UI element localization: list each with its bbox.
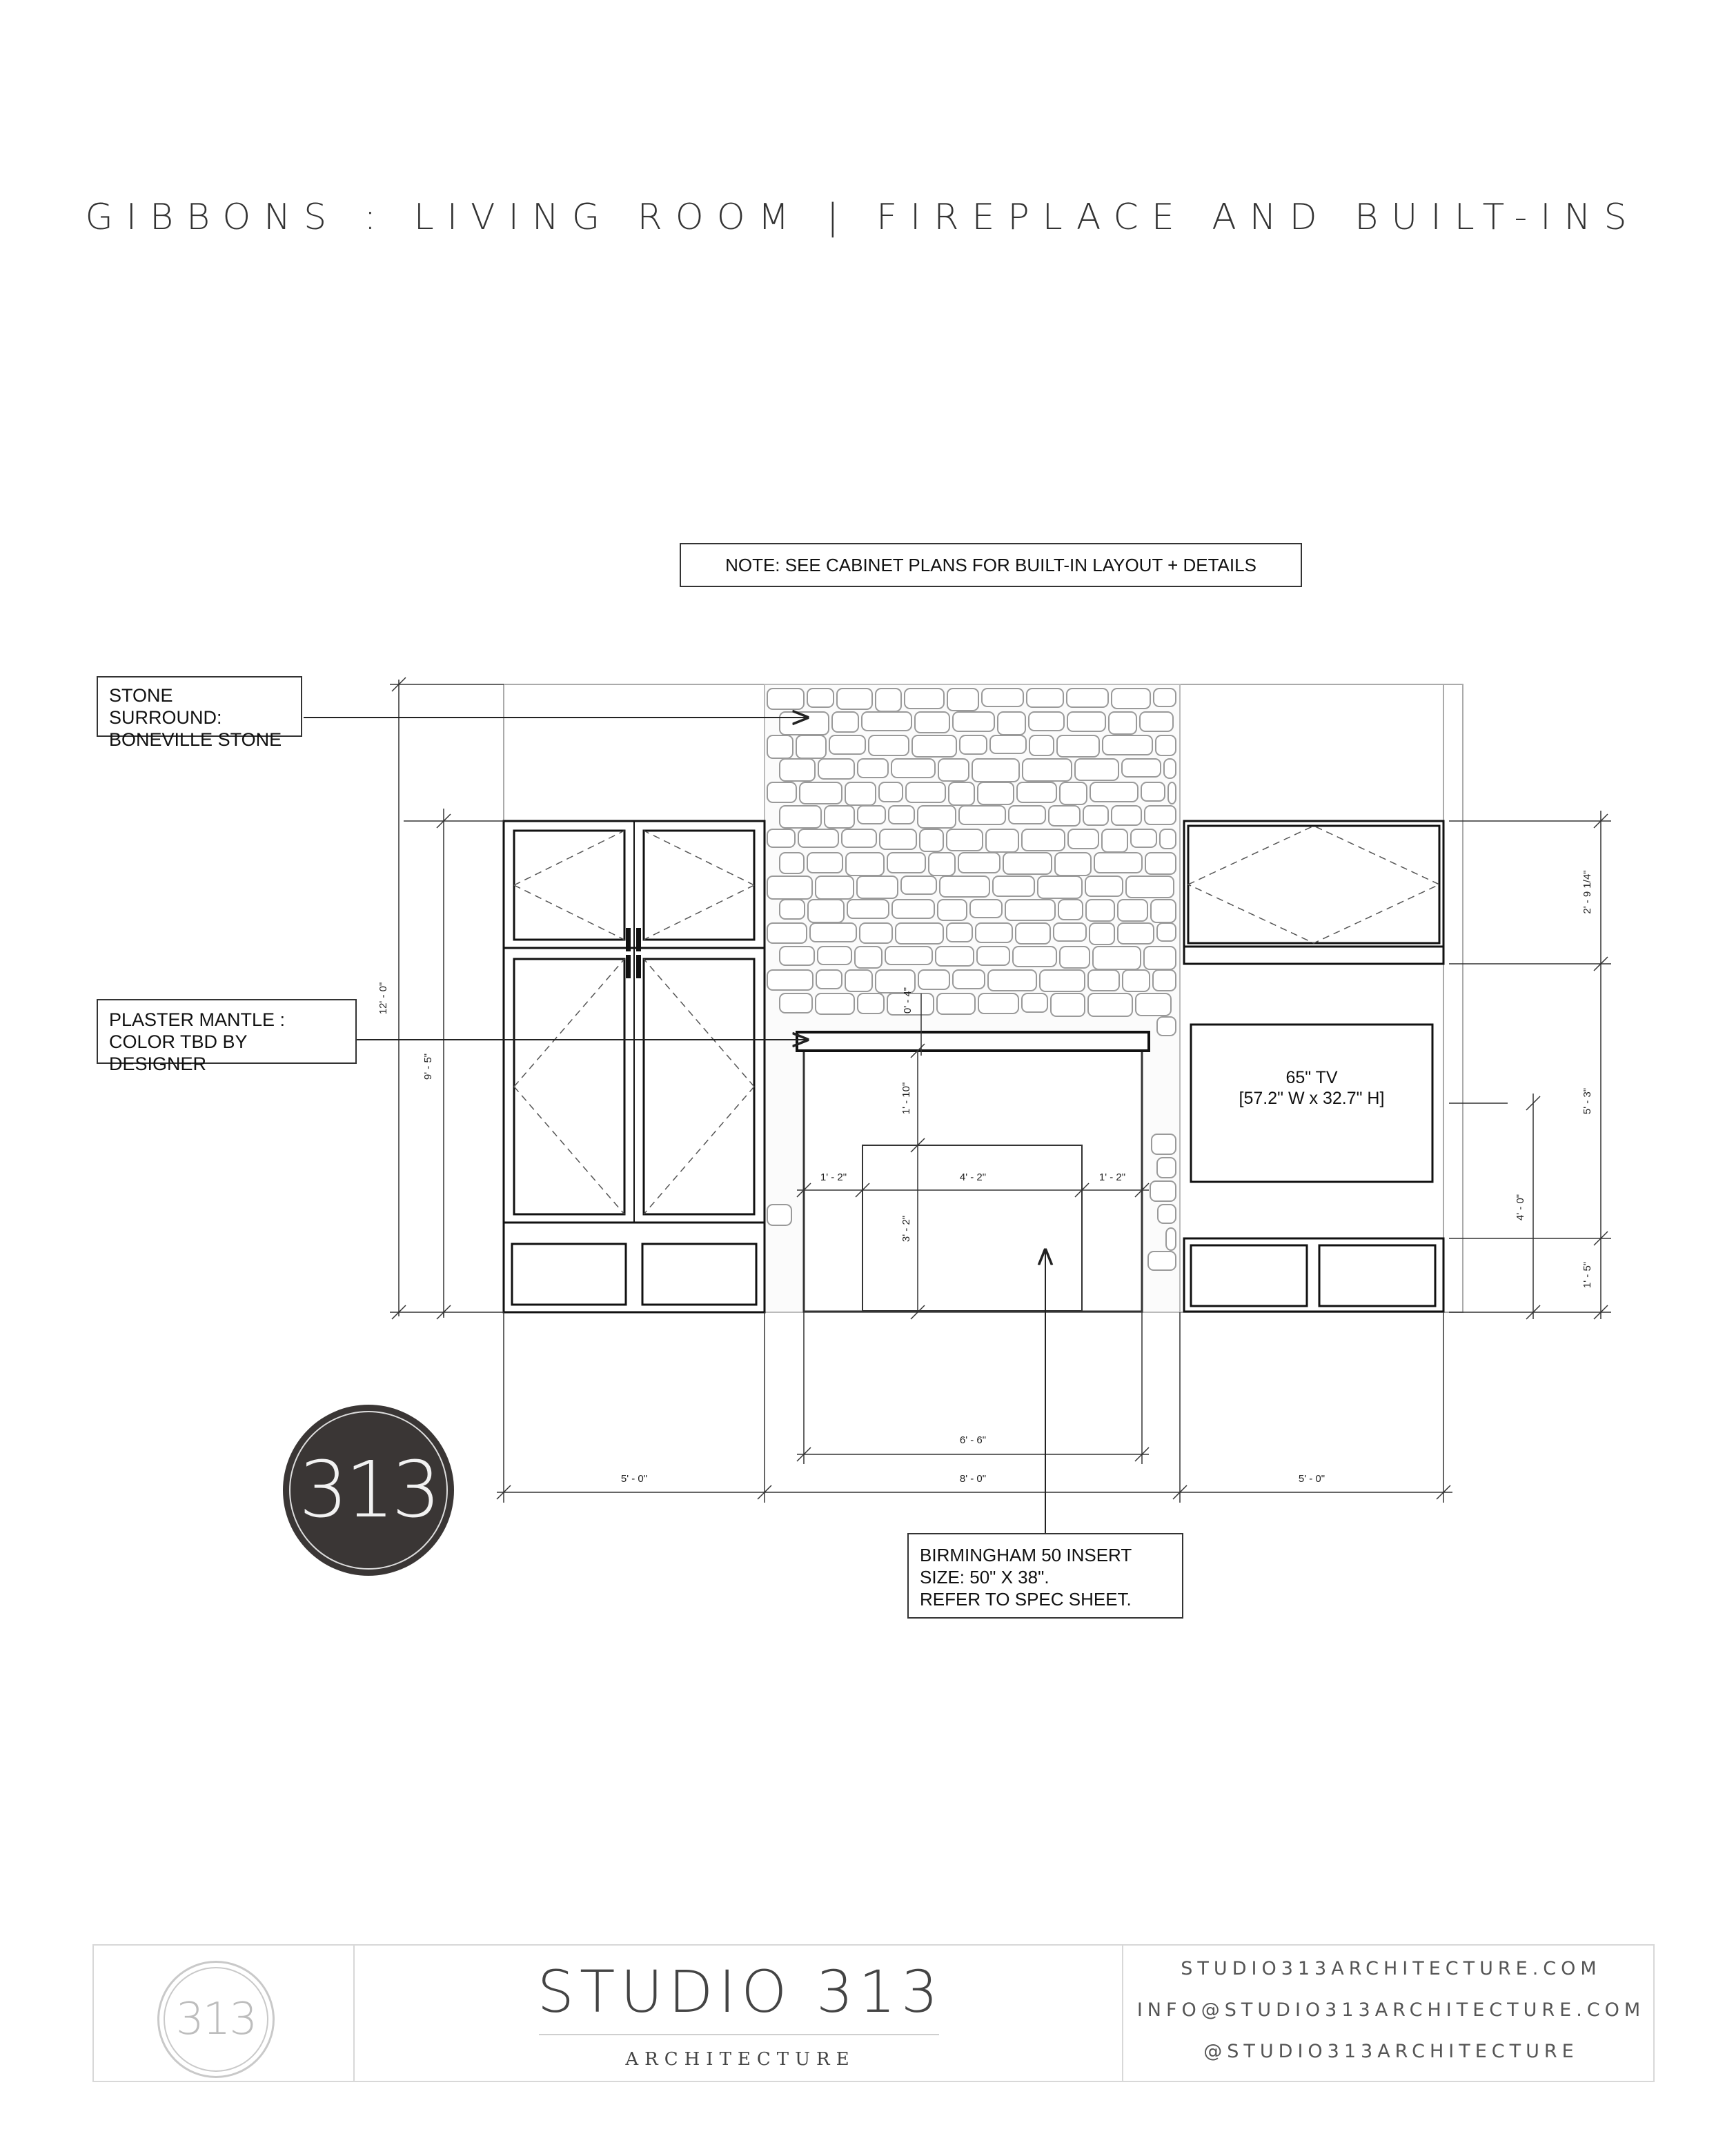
stone-block: [1029, 712, 1064, 731]
stone-block: [905, 689, 944, 709]
stone-block: [920, 829, 943, 851]
footer-divider-right: [1122, 1946, 1123, 2081]
stone-block: [978, 993, 1018, 1013]
stone-block: [1055, 853, 1091, 876]
stone-block: [1153, 970, 1176, 991]
stone-block: [1040, 970, 1085, 991]
stone-block: [1126, 876, 1174, 898]
stone-block: [1103, 735, 1152, 755]
footer-logo-text: 313: [164, 1967, 268, 2072]
dim-left-width: 5' - 0": [620, 1473, 648, 1485]
stone-block: [832, 712, 858, 732]
tv-label-line1: 65" TV: [1285, 1068, 1338, 1087]
footer-logo: [157, 1961, 275, 2078]
stone-block: [891, 759, 935, 778]
dim-mantle-to-insert: 1' - 10": [900, 1082, 912, 1115]
stone-block: [990, 735, 1026, 753]
insert-callout-line1: BIRMINGHAM 50 INSERT: [920, 1545, 1132, 1565]
stone-block: [1057, 735, 1099, 757]
dim-tv-zone-height: 5' - 3": [1581, 1087, 1593, 1115]
stone-block: [1157, 1017, 1176, 1036]
dim-insert-side-right: 1' - 2": [1098, 1171, 1126, 1183]
stone-block: [918, 970, 949, 989]
stone-block: [800, 782, 842, 804]
stone-block: [1145, 806, 1176, 824]
stone-block: [842, 829, 876, 847]
stone-block: [1148, 1252, 1176, 1270]
stone-block: [818, 759, 854, 779]
stone-block: [1112, 689, 1150, 709]
stone-block: [1038, 876, 1082, 898]
stone-block: [1083, 806, 1108, 825]
stone-block: [816, 970, 842, 989]
stone-block: [938, 759, 969, 781]
footer-email[interactable]: INFO@STUDIO313ARCHITECTURE.COM: [1136, 1999, 1646, 2021]
stone-block: [1027, 689, 1063, 707]
stone-block: [1068, 829, 1098, 849]
stone-block: [780, 712, 829, 735]
stone-block: [780, 806, 821, 828]
stone-block: [1060, 782, 1087, 804]
stone-block: [953, 712, 994, 731]
right-built-in: [1184, 821, 1443, 1312]
dim-base-height: 1' - 5": [1581, 1261, 1593, 1289]
stone-block: [780, 947, 814, 965]
stone-block: [1016, 923, 1050, 944]
plaster-mantle: [797, 1032, 1149, 1051]
stone-block: [1005, 900, 1055, 920]
stone-block: [1160, 829, 1176, 849]
stone-callout-line2: BONEVILLE STONE: [109, 729, 282, 750]
stone-block: [767, 923, 807, 943]
left-built-in: [504, 821, 765, 1312]
stone-block: [972, 759, 1019, 782]
stone-block: [796, 735, 826, 758]
mantle-callout-box: [97, 999, 357, 1074]
stone-block: [885, 947, 932, 965]
stone-block: [1123, 970, 1150, 991]
stone-block: [1154, 689, 1176, 706]
stone-block: [767, 735, 793, 758]
stone-block: [977, 947, 1009, 965]
stone-block: [780, 759, 815, 781]
stone-block: [1049, 806, 1080, 826]
stone-block: [1085, 876, 1123, 896]
mantle-callout-line2: COLOR TBD BY DESIGNER: [109, 1031, 248, 1074]
cabinet-note-text: NOTE: SEE CABINET PLANS FOR BUILT-IN LAYOUT + DETAILS: [725, 554, 1256, 575]
stone-block: [837, 689, 872, 709]
stone-block: [1067, 689, 1108, 707]
stone-block: [798, 829, 838, 847]
stone-block: [857, 876, 898, 898]
stone-block: [767, 1205, 791, 1225]
insert-callout-box: [907, 1533, 1183, 1619]
dim-firebox-width: 6' - 6": [959, 1434, 987, 1446]
stone-block: [879, 782, 903, 802]
stone-block: [816, 876, 854, 899]
stone-block: [1003, 853, 1052, 874]
stone-block: [876, 689, 901, 711]
stone-block: [767, 689, 804, 709]
stone-block: [976, 923, 1012, 942]
badge-text: 313: [299, 1445, 438, 1535]
stone-block: [1093, 947, 1141, 969]
stone-block: [1131, 829, 1156, 847]
stone-block: [818, 947, 851, 965]
studio-badge-logo: [283, 1405, 454, 1576]
footer-social[interactable]: @STUDIO313ARCHITECTURE: [1203, 2041, 1579, 2062]
stone-block: [958, 853, 1000, 873]
stone-block: [862, 712, 911, 731]
stone-block: [901, 876, 936, 894]
stone-block: [982, 689, 1023, 706]
stone-block: [978, 782, 1014, 804]
stone-block: [1112, 806, 1141, 825]
stone-block: [1017, 782, 1056, 802]
stone-block: [938, 900, 967, 920]
stone-block: [959, 806, 1005, 824]
footer-website[interactable]: STUDIO313ARCHITECTURE.COM: [1181, 1958, 1601, 1979]
stone-block: [1166, 1228, 1176, 1250]
stone-block: [1109, 712, 1136, 734]
stone-block: [767, 782, 796, 802]
dim-upper-cab-height: 2' - 9 1/4": [1581, 870, 1593, 914]
stone-block: [1090, 923, 1114, 945]
stone-block: [1118, 900, 1147, 921]
stone-callout-line1: STONE SURROUND:: [109, 685, 222, 728]
stone-block: [1051, 993, 1085, 1016]
stone-block: [1013, 947, 1056, 967]
stone-block: [918, 806, 956, 828]
stone-block: [858, 993, 884, 1013]
insert-callout-line2: SIZE: 50" X 38".: [920, 1567, 1049, 1588]
stone-block: [860, 923, 892, 943]
stone-block: [807, 689, 834, 707]
stone-block: [1088, 970, 1119, 991]
stone-callout-box: [97, 676, 302, 750]
footer-divider-left: [353, 1946, 355, 2081]
stone-block: [869, 735, 909, 755]
stone-block: [929, 853, 955, 876]
dim-cabinet-height: 9' - 5": [422, 1053, 434, 1080]
stone-block: [1029, 735, 1054, 755]
stone-block: [1094, 853, 1142, 873]
stone-block: [892, 900, 934, 918]
stone-block: [1156, 735, 1176, 755]
stone-block: [937, 993, 975, 1014]
stone-block: [1058, 900, 1083, 920]
stone-block: [947, 923, 972, 942]
stone-block: [767, 876, 812, 899]
stone-block: [940, 876, 989, 897]
stone-block: [1164, 759, 1176, 778]
stone-block: [1144, 947, 1176, 969]
stone-block: [780, 900, 805, 919]
stone-block: [1067, 712, 1105, 731]
stone-block: [970, 900, 1002, 918]
footer-rule: [539, 2034, 939, 2035]
stone-block: [1075, 759, 1118, 780]
stone-block: [767, 829, 795, 847]
stone-block: [912, 735, 956, 757]
stone-block: [1088, 993, 1132, 1016]
stone-block: [998, 712, 1025, 735]
stone-block: [947, 829, 983, 851]
stone-block: [1151, 900, 1176, 922]
dim-mantle-thickness: 0' - 4": [902, 987, 914, 1014]
stone-block: [829, 735, 865, 754]
stone-block: [845, 782, 876, 805]
tv-label-line2: [57.2" W x 32.7" H]: [1239, 1089, 1385, 1108]
stone-block: [1145, 853, 1176, 874]
dim-insert-side-left: 1' - 2": [820, 1171, 847, 1183]
stone-block: [1022, 993, 1047, 1012]
stone-block: [880, 829, 916, 849]
stone-block: [889, 806, 914, 824]
stone-block: [855, 947, 882, 968]
stone-block: [1140, 712, 1173, 731]
stone-block: [947, 689, 978, 711]
stone-block: [780, 853, 804, 873]
stone-block: [1157, 923, 1176, 941]
stone-block: [810, 923, 856, 942]
stone-block: [1090, 782, 1138, 802]
stone-block: [915, 712, 949, 733]
stone-block: [1141, 782, 1165, 801]
stone-block: [1150, 1181, 1176, 1201]
stone-block: [858, 806, 885, 824]
dim-center-width: 8' - 0": [959, 1473, 987, 1485]
stone-block: [949, 782, 974, 805]
insert-callout-line3: REFER TO SPEC SHEET.: [920, 1589, 1132, 1610]
page-title: GIBBONS : LIVING ROOM | FIREPLACE AND BUILT-INS: [85, 197, 1640, 238]
stone-block: [767, 970, 813, 990]
dim-insert-height: 3' - 2": [900, 1215, 912, 1243]
stone-block: [846, 853, 884, 876]
stone-block: [1152, 1134, 1176, 1154]
stone-block: [825, 806, 854, 828]
cabinet-note-box: [680, 543, 1302, 587]
stone-block: [953, 970, 985, 989]
dim-insert-width: 4' - 2": [959, 1171, 987, 1183]
footer-studio-name: STUDIO 313: [537, 1958, 944, 2026]
stone-block: [845, 970, 872, 991]
stone-block: [1157, 1158, 1176, 1178]
stone-block: [807, 853, 842, 873]
stone-block: [988, 970, 1036, 991]
stone-block: [1158, 1205, 1176, 1223]
stone-block: [1102, 829, 1127, 852]
dim-right-width: 5' - 0": [1298, 1473, 1325, 1485]
stone-block: [1136, 993, 1171, 1016]
stone-block: [1023, 759, 1072, 781]
stone-block: [936, 947, 974, 966]
stone-block: [1022, 829, 1065, 851]
dim-overall-height: 12' - 0": [377, 982, 389, 1015]
stone-block: [960, 735, 987, 754]
footer-subtitle: ARCHITECTURE: [625, 2049, 856, 2070]
stone-block: [1060, 947, 1090, 968]
stone-block: [1009, 806, 1045, 824]
footer: [92, 1944, 1655, 2082]
stone-block: [1086, 900, 1114, 921]
fireplace-insert: [862, 1145, 1082, 1311]
stone-block: [993, 876, 1034, 896]
stone-block: [858, 759, 888, 778]
mantle-callout-line1: PLASTER MANTLE :: [109, 1009, 286, 1030]
stone-block: [1122, 759, 1161, 777]
stone-block: [906, 782, 945, 802]
stone-block: [816, 993, 854, 1014]
stone-block: [808, 900, 844, 922]
stone-block: [887, 853, 925, 873]
stone-block: [1168, 782, 1176, 804]
stone-block: [1054, 923, 1086, 941]
stone-block: [780, 993, 812, 1013]
stone-block: [986, 829, 1018, 852]
stone-block: [1118, 923, 1154, 944]
stone-block: [847, 900, 889, 918]
stone-block: [896, 923, 943, 944]
dim-tv-center-height: 4' - 0": [1515, 1194, 1526, 1221]
